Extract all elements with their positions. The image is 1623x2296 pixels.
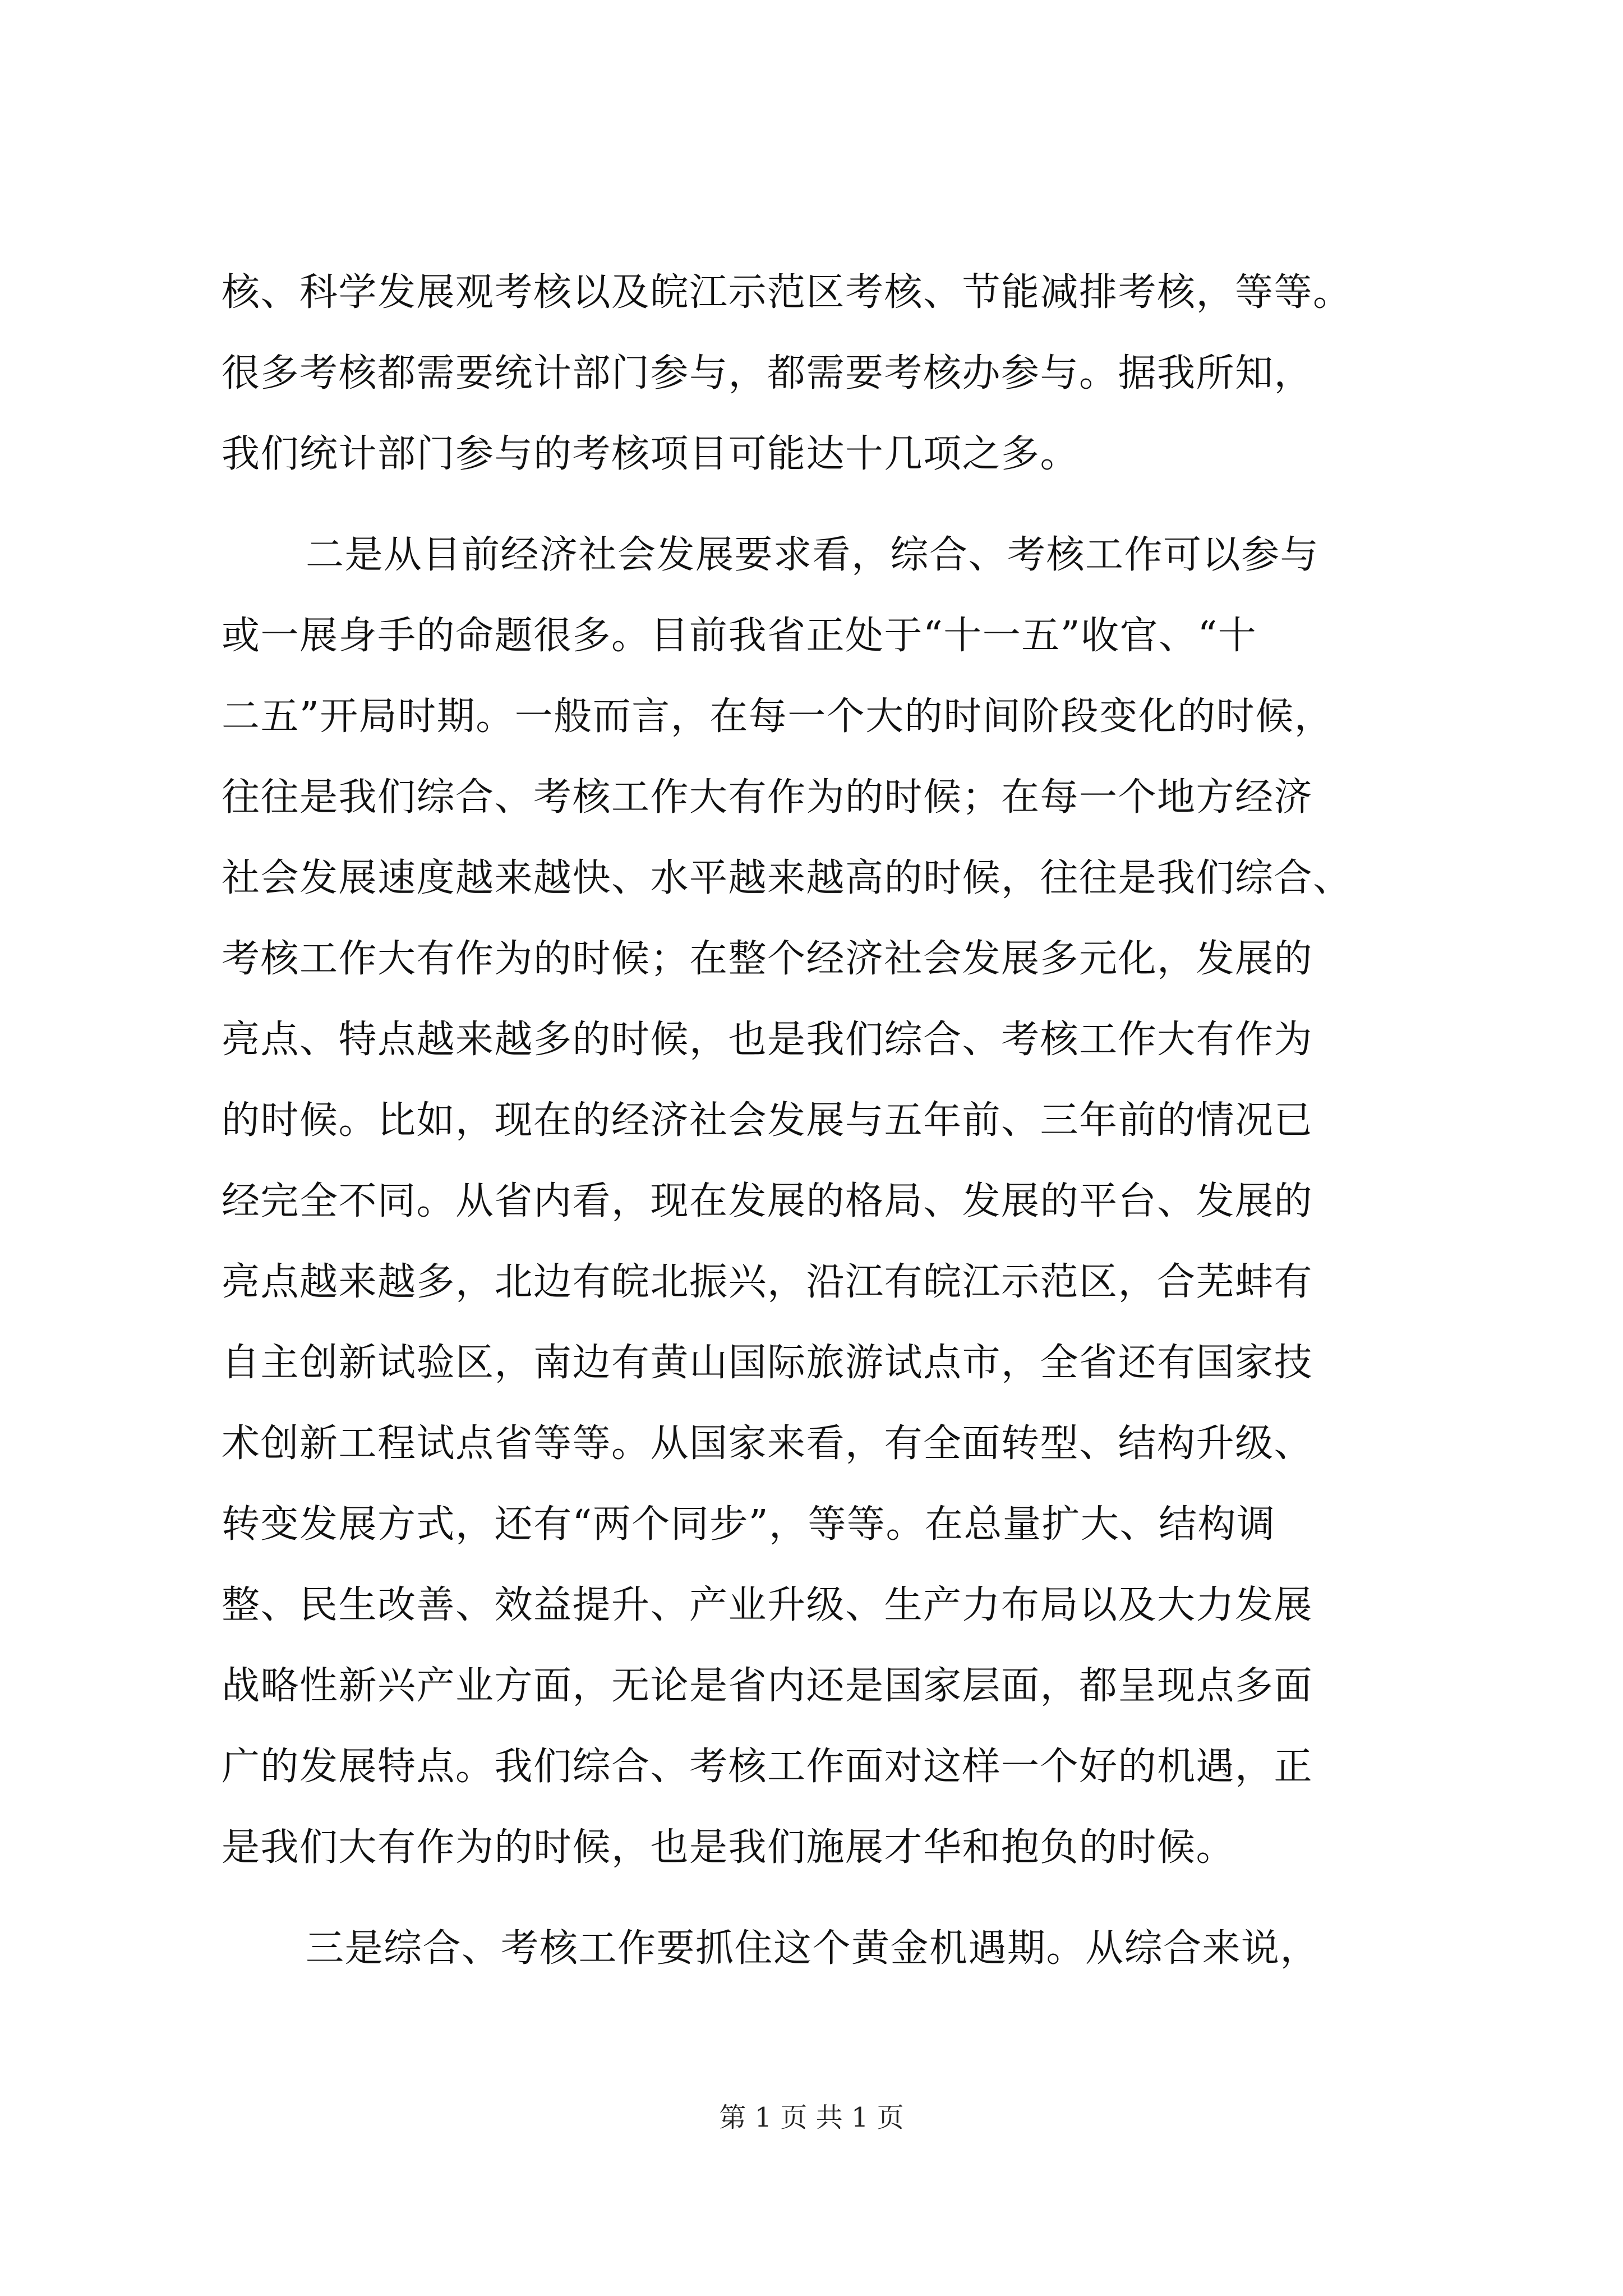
body-line: 自主创新试验区，南边有黄山国际旅游试点市，全省还有国家技 [222, 1341, 1313, 1385]
body-line: 转变发展方式，还有“两个同步”，等等。在总量扩大、结构调 [222, 1502, 1276, 1547]
body-line: 很多考核都需要统计部门参与，都需要考核办参与。据我所知， [222, 351, 1313, 395]
body-line: 广的发展特点。我们综合、考核工作面对这样一个好的机遇，正 [222, 1745, 1313, 1789]
body-line: 往往是我们综合、考核工作大有作为的时候；在每一个地方经济 [222, 775, 1313, 820]
body-line: 是我们大有作为的时候，也是我们施展才华和抱负的时候。 [222, 1825, 1235, 1870]
body-line: 二五”开局时期。一般而言，在每一个大的时间阶段变化的时候， [222, 694, 1334, 739]
body-line: 亮点、特点越来越多的时候，也是我们综合、考核工作大有作为 [222, 1018, 1313, 1062]
body-line: 经完全不同。从省内看，现在发展的格局、发展的平台、发展的 [222, 1179, 1313, 1223]
body-line: 亮点越来越多，北边有皖北振兴，沿江有皖江示范区，合芜蚌有 [222, 1260, 1313, 1304]
body-line: 术创新工程试点省等等。从国家来看，有全面转型、结构升级、 [222, 1421, 1313, 1466]
body-line: 我们统计部门参与的考核项目可能达十几项之多。 [222, 432, 1080, 476]
page-number-footer: 第 1 页 共 1 页 [719, 2102, 904, 2133]
body-line: 战略性新兴产业方面，无论是省内还是国家层面，都呈现点多面 [222, 1664, 1313, 1708]
body-line: 或一展身手的命题很多。目前我省正处于“十一五”收官、“十 [222, 614, 1257, 658]
body-line: 的时候。比如，现在的经济社会发展与五年前、三年前的情况已 [222, 1098, 1313, 1143]
body-line: 整、民生改善、效益提升、产业升级、生产力布局以及大力发展 [222, 1583, 1313, 1627]
body-line: 核、科学发展观考核以及皖江示范区考核、节能减排考核，等等。 [222, 270, 1352, 315]
document-body [222, 252, 1410, 1989]
paragraph-first-line: 三是综合、考核工作要抓住这个黄金机遇期。从综合来说， [306, 1926, 1320, 1971]
body-line: 社会发展速度越来越快、水平越来越高的时候，往往是我们综合、 [222, 856, 1352, 900]
body-line: 考核工作大有作为的时候；在整个经济社会发展多元化，发展的 [222, 937, 1313, 981]
paragraph-first-line: 二是从目前经济社会发展要求看，综合、考核工作可以参与 [306, 533, 1320, 577]
